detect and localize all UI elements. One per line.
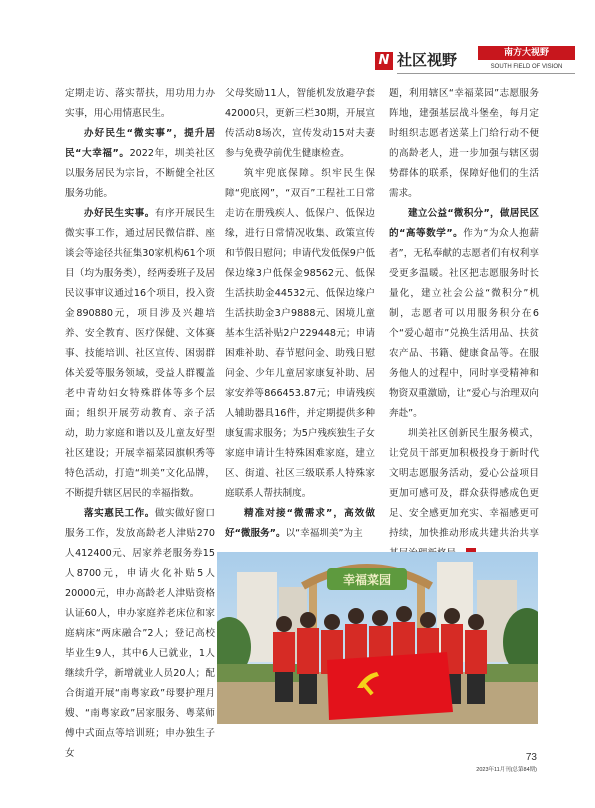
magazine-badge: 南方大视野 [478,46,575,60]
paragraph-body: 有序开展民生微实事工作，通过居民微信群、座谈会等途径共征集30家机构61个项目（均为服务类），经两委班子及居民议事审议通过16个项目，投入资金890880元，项目涉及兴趣培养、安全教育、医疗保健、文体赛事、技能培训、社区宣传、困弱群体关爱等服务领域，受益人群覆盖老中青幼妇女特殊群体等多个层面；组织开展劳动教育、亲子活动，助力家庭和谐以及儿童友好型社区建设；开展幸福菜园旗帜秀等特色活动，打造“圳美”文化品牌，不断提升辖区居民的幸福指数。 [65,208,216,499]
paragraph [65,204,215,504]
paragraph-body: 2022年，圳美社区以服务居民为宗旨，不断健全社区服务功能。 [65,148,215,199]
paragraph-lead: 办好民生“微实事”，提升居民“大幸福”。 [65,128,215,159]
group-photo-illustration [217,552,538,724]
section-header [375,44,595,78]
magazine-subtitle: SOUTH FIELD OF VISION [490,64,563,70]
article-column-3 [389,84,539,544]
paragraph: 定期走访、落实帮扶，用功用力办实事，用心用情惠民生。 [65,88,215,119]
paragraph-body: 做实做好窗口服务工作，发放高龄老人津贴270人412400元、居家养老服务券15人8700元，申请火化补贴5人20000元，申办高龄老人津贴资格认证60人，申办家庭养老床位和家庭病床“两床融合”2人；登记高校毕业生9人，其中6人已就业，1人继续升学，新增就业人员20人；配合街道开展“南粤家政”母婴护理月嫂、“南粤家政”居家服务、粤菜师傅中式面点等培训班；申办独生子女 [65,508,216,759]
magazine-logo-icon: N [375,52,393,70]
paragraph [225,504,375,544]
page-number: 73 [525,752,537,763]
paragraph-lead: 落实惠民工作。 [84,508,155,519]
section-title: 社区视野 [397,51,458,69]
garden-sign-text: 幸福菜园 [342,573,392,587]
header-rule [397,73,575,74]
paragraph-body: 圳美社区创新民生服务模式，让党员干部更加积极投身于新时代文明志愿服务活动，爱心公益项目更加可感可及，群众获得感成色更足、安全感更加充实、幸福感更可持续，加快推动形成共建共治共享 [389,428,539,539]
group-photo [217,552,538,724]
paragraph-body: 作为“为众人抱薪者”，无私奉献的志愿者们有权利享受更多温暖。社区把志愿服务时长量化，建立社会公益“微积分”机制，志愿者可以用服务积分在6个“爱心超市”兑换生活用品、扶贫农产品、书籍、健康食品等。在服务他人的过程中，同时享受精神和物资双重激励，让“爱心与治理双向奔赴”。 [389,228,539,419]
issue-info: 2023年11月刊(总第84期) [476,767,537,773]
article-column-1 [65,84,216,759]
paragraph: 父母奖励11人，智能机发放避孕套42000只，更新三栏30期，开展宣传活动8场次，宣传发动15对夫妻参与免费孕前优生健康检查。 [225,88,375,159]
article-column-2 [225,84,375,544]
party-flag [327,652,453,720]
paragraph [389,204,539,424]
paragraph-lead: 办好民生实事。 [84,208,155,219]
paragraph-lead: 精准对接“微需求”，高效做好“微服务”。 [225,508,375,539]
paragraph-lead: 建立公益“微积分”，做居民区的“高等数学”。 [389,208,539,239]
paragraph [389,424,539,564]
paragraph [65,504,215,764]
paragraph-body: 以“幸福圳美”为主 [285,528,363,539]
paragraph: 筑牢兜底保障。织牢民生保障“兜底网”，“双百”工程社工日常走访在册残疾人、低保户、低保边缘，进行日常情况收集、政策宣传和节假日慰问；申请代发低保9户低保边缘3户低保金98562元、低保生活扶助金44532元、低保边缘户生活扶助金3户9888元、困境儿童基本生活补贴2户229448元；申请困难补助、春节慰问金、助残日慰问金、少年儿童居家康复补助、居家安养等866453.87元；申请残疾人辅助器具16件，并定期提供多种康复需求服务；为5户残疾独生子女家庭申请计生特殊困难家庭，建立区、街道、社区三级联系人特殊家庭联系人帮扶制度。 [225,168,376,499]
paragraph: 题，利用辖区“幸福菜园”志愿服务阵地，建强基层战斗堡垒，每月定时组织志愿者送菜上门给行动不便的高龄老人，进一步加强与辖区弱势群体的联系，保障好他们的生活需求。 [389,88,539,199]
paragraph [65,124,215,204]
